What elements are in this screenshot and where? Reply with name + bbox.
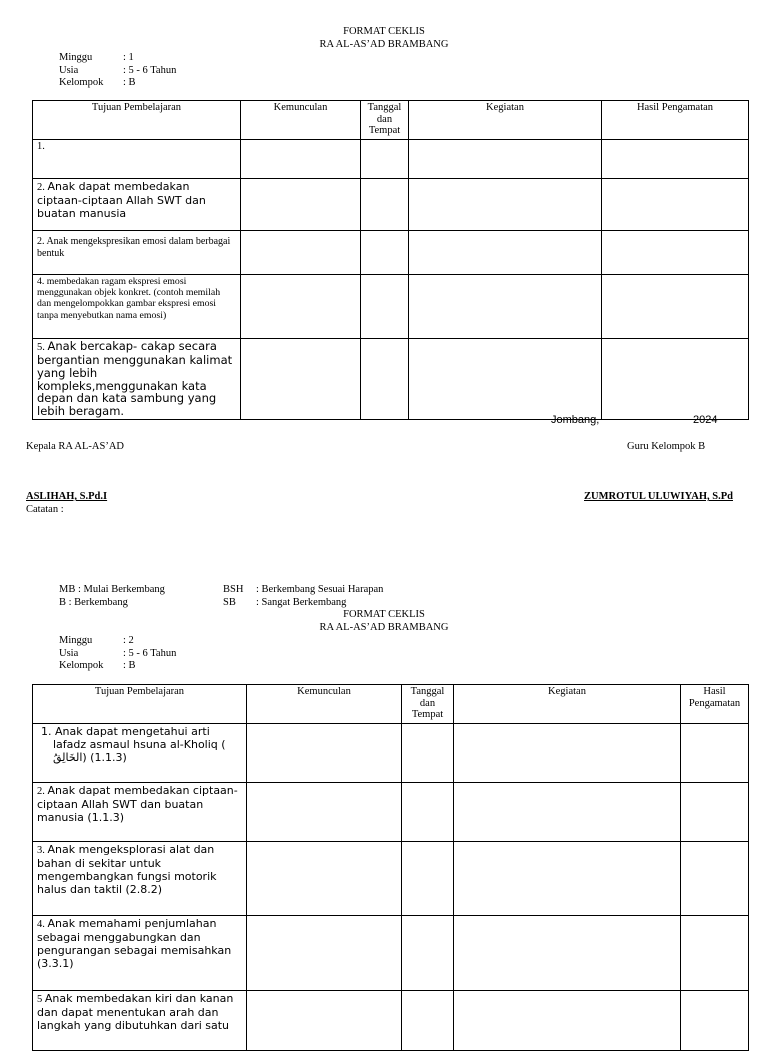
header-kemunculan: Kemunculan [247,685,402,724]
header-kegiatan: Kegiatan [409,101,602,140]
meta-usia [59,65,176,77]
tanggal-cell[interactable] [361,179,409,231]
goal-cell: 1. [33,140,241,179]
hasil-cell[interactable] [602,140,749,179]
meta-value: : 5 - 6 Tahun [123,648,177,659]
hasil-cell[interactable] [681,991,749,1051]
tanggal-cell[interactable] [402,991,454,1051]
meta-label: Minggu [59,635,93,646]
table-row [33,231,749,275]
kegiatan-cell[interactable] [409,179,602,231]
meta-minggu [59,52,134,64]
goal-text: Anak mengeksplorasi alat dan bahan di sekitar untuk mengembangkan fungsi motorik halus dan taktil (2.8.2) [37,843,217,896]
legend-bsh [223,584,383,596]
header-kegiatan: Kegiatan [454,685,681,724]
tanggal-cell[interactable] [402,916,454,991]
meta-value: : B [123,77,136,88]
goal-number: 4. [37,919,48,930]
header-tanggal: Tanggal dan Tempat [361,101,409,140]
kegiatan-cell[interactable] [409,140,602,179]
hasil-cell[interactable] [602,179,749,231]
kemunculan-cell[interactable] [241,231,361,275]
tanggal-cell[interactable] [361,231,409,275]
teacher-name: ZUMROTUL ULUWIYAH, S.Pd [584,491,733,502]
hasil-cell[interactable] [681,724,749,783]
goal-text: Anak membedakan kiri dan kanan dan dapat menentukan arah dan langkah yang dibutuhkan dari satu [37,992,234,1032]
goal-cell [33,991,247,1051]
legend-code: SB [223,597,236,608]
kegiatan-cell[interactable] [409,339,602,420]
school-name: RA AL-AS’AD BRAMBANG [319,622,449,633]
hasil-cell[interactable] [681,842,749,916]
goal-cell [33,916,247,991]
tanggal-cell[interactable] [402,783,454,842]
kemunculan-cell[interactable] [241,339,361,420]
kemunculan-cell[interactable] [247,783,402,842]
table-row [33,842,749,916]
header-tanggal: Tanggal dan Tempat [402,685,454,724]
meta-value: : 1 [123,52,134,63]
kemunculan-cell[interactable] [241,140,361,179]
school-name: RA AL-AS’AD BRAMBANG [319,39,449,50]
table-row [33,783,749,842]
table-row [33,275,749,339]
table-header-row [33,101,749,140]
kegiatan-cell[interactable] [454,916,681,991]
teacher-title: Guru Kelompok B [627,441,706,452]
goal-cell [33,339,241,420]
meta-label: Minggu [59,52,93,63]
kegiatan-cell[interactable] [454,783,681,842]
table-row [33,339,749,420]
form-title: FORMAT CEKLIS [343,609,425,620]
goal-number: 3. [37,845,48,856]
meta-value: : 5 - 6 Tahun [123,65,177,76]
goal-text: Anak dapat membedakan ciptaan-ciptaan Allah SWT dan buatan manusia [37,180,206,220]
checklist-table-week1 [32,100,749,420]
kegiatan-cell[interactable] [409,275,602,339]
kemunculan-cell[interactable] [241,179,361,231]
goal-text: Anak dapat mengetahui arti lafadz asmaul hsuna al-Kholiq ( الخَالِقُ) (1.1.3) [53,725,226,764]
header-kemunculan: Kemunculan [241,101,361,140]
year-label: 2024 [693,414,718,426]
meta-kelompok [59,77,136,89]
goal-cell [33,724,247,783]
hasil-cell[interactable] [602,231,749,275]
goal-number: 2. [37,786,48,797]
meta-value: : 2 [123,635,134,646]
goal-cell: 2. Anak mengekspresikan emosi dalam berbagai bentuk [33,231,241,275]
meta-kelompok [59,660,136,672]
head-name: ASLIHAH, S.Pd.I [26,491,108,502]
kegiatan-cell[interactable] [454,724,681,783]
header-hasil: Hasil Pengamatan [602,101,749,140]
goal-cell: 4. membedakan ragam ekspresi emosi menggunakan objek konkret. (contoh memilah dan mengelompokkan gambar ekspresi emosi tanpa menyebutkan nama emosi) [33,275,241,339]
kemunculan-cell[interactable] [247,916,402,991]
checklist-table-week2 [32,684,749,1051]
meta-usia [59,648,176,660]
tanggal-cell[interactable] [361,140,409,179]
note-label: Catatan : [26,504,64,515]
goal-number: 1. [41,725,55,738]
legend-desc: : Berkembang Sesuai Harapan [256,584,384,595]
kemunculan-cell[interactable] [247,842,402,916]
table-row [33,724,749,783]
table-row [33,179,749,231]
kegiatan-cell[interactable] [409,231,602,275]
kemunculan-cell[interactable] [241,275,361,339]
goal-cell [33,179,241,231]
goal-number: 5. [37,342,48,353]
header-tujuan: Tujuan Pembelajaran [33,101,241,140]
hasil-cell[interactable] [681,783,749,842]
legend-mb: MB : Mulai Berkembang [59,584,165,595]
legend-desc: : Sangat Berkembang [256,597,347,608]
goal-text: Anak bercakap- cakap secara bergantian menggunakan kalimat yang lebih kompleks,menggunakan kata depan dan kata sambung yang lebih beragam. [37,339,233,419]
kegiatan-cell[interactable] [454,991,681,1051]
meta-label: Usia [59,65,79,76]
place-label: Jombang, [551,414,600,426]
goal-cell [33,842,247,916]
table-row [33,991,749,1051]
goal-text: Anak dapat membedakan ciptaan-ciptaan Allah SWT dan buatan manusia (1.1.3) [37,784,238,824]
legend-sb [223,597,346,609]
meta-value: : B [123,660,136,671]
kegiatan-cell[interactable] [454,842,681,916]
head-title: Kepala RA AL-AS’AD [26,441,124,452]
table-row [33,916,749,991]
meta-minggu [59,635,134,647]
header-tujuan: Tujuan Pembelajaran [33,685,247,724]
tanggal-cell[interactable] [402,842,454,916]
meta-label: Kelompok [59,660,104,671]
goal-number: 5 [37,994,45,1005]
meta-label: Usia [59,648,79,659]
table-header-row [33,685,749,724]
tanggal-cell[interactable] [361,275,409,339]
hasil-cell[interactable] [602,275,749,339]
table-row [33,140,749,179]
kemunculan-cell[interactable] [247,724,402,783]
meta-label: Kelompok [59,77,104,88]
tanggal-cell[interactable] [361,339,409,420]
hasil-cell[interactable] [602,339,749,420]
hasil-cell[interactable] [681,916,749,991]
header-hasil: Hasil Pengamatan [681,685,749,724]
form-title: FORMAT CEKLIS [343,26,425,37]
legend-b: B : Berkembang [59,597,128,608]
kemunculan-cell[interactable] [247,991,402,1051]
legend-code: BSH [223,584,244,595]
goal-text: Anak memahami penjumlahan sebagai menggabungkan dan pengurangan sebagai memisahkan (3.3.1) [37,917,232,970]
tanggal-cell[interactable] [402,724,454,783]
goal-cell [33,783,247,842]
goal-number: 2. [37,182,48,193]
